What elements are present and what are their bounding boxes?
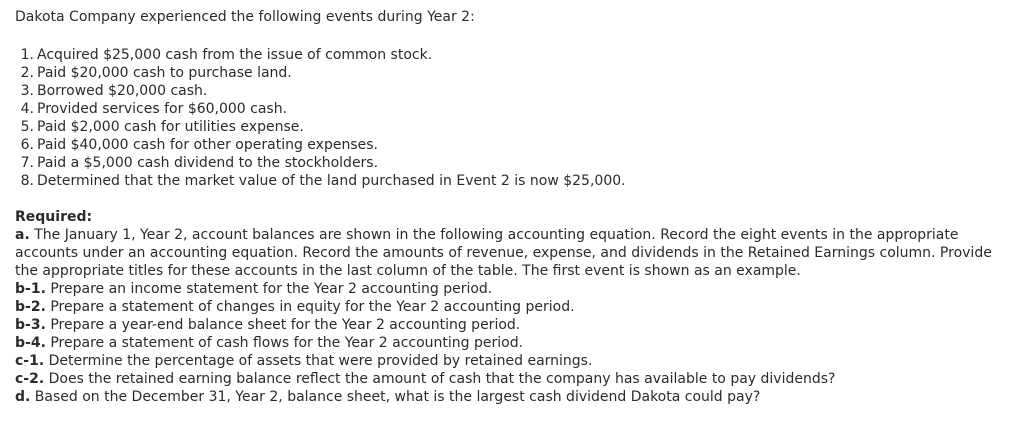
event-item (15, 46, 1005, 64)
event-text: Determined that the market value of the land purchased in Event 2 is now $25,000. (37, 173, 626, 189)
requirements-list (15, 226, 1005, 406)
event-text: Borrowed $20,000 cash. (37, 83, 208, 99)
event-item (15, 118, 1005, 136)
requirement-item (15, 370, 1005, 388)
event-number: 7. (20, 155, 34, 171)
requirement-label: a. (15, 227, 30, 243)
requirement-text: Does the retained earning balance reflect the amount of cash that the company has available to pay dividends? (44, 371, 836, 387)
event-text: Acquired $25,000 cash from the issue of common stock. (37, 47, 433, 63)
event-text: Provided services for $60,000 cash. (37, 101, 288, 117)
requirement-label: c-2. (15, 371, 45, 387)
requirement-label: b-3. (15, 317, 46, 333)
event-item (15, 172, 1005, 190)
requirement-item (15, 226, 1005, 280)
requirement-text: Prepare an income statement for the Year 2 accounting period. (45, 281, 493, 297)
event-text: Paid $40,000 cash for other operating expenses. (37, 137, 378, 153)
event-number: 4. (20, 101, 34, 117)
event-item (15, 154, 1005, 172)
event-item (15, 100, 1005, 118)
requirement-label: c-1. (15, 353, 45, 369)
required-heading: Required: (15, 209, 93, 225)
event-text: Paid $20,000 cash to purchase land. (37, 65, 292, 81)
event-number: 2. (20, 65, 34, 81)
requirement-text: Prepare a year-end balance sheet for the Year 2 accounting period. (45, 317, 521, 333)
event-text: Paid $2,000 cash for utilities expense. (37, 119, 304, 135)
intro-text: Dakota Company experienced the following events during Year 2: (15, 9, 475, 25)
event-text: Paid a $5,000 cash dividend to the stockholders. (37, 155, 379, 171)
problem-document (15, 8, 1005, 406)
event-number: 1. (20, 47, 34, 63)
requirement-text: Determine the percentage of assets that were provided by retained earnings. (44, 353, 593, 369)
event-number: 8. (20, 173, 34, 189)
requirement-label: b-4. (15, 335, 46, 351)
requirement-item (15, 298, 1005, 316)
requirement-label: d. (15, 389, 31, 405)
event-item (15, 136, 1005, 154)
requirement-item (15, 280, 1005, 298)
requirement-text: Prepare a statement of cash flows for the Year 2 accounting period. (45, 335, 524, 351)
events-list (15, 46, 1005, 190)
requirement-text: Prepare a statement of changes in equity for the Year 2 accounting period. (45, 299, 575, 315)
requirement-item (15, 352, 1005, 370)
event-item (15, 82, 1005, 100)
requirement-text: The January 1, Year 2, account balances are shown in the following accounting equation. Record the eight events in the appropriate accounts under an accounting equation. Record the amounts of revenue, expense, and dividends in the Retained Earnings column. Provide the appropriate titles for these accounts in the last column of the table. The first event is shown as an example. (15, 227, 992, 279)
event-number: 3. (20, 83, 34, 99)
event-item (15, 64, 1005, 82)
requirement-item (15, 388, 1005, 406)
requirement-text: Based on the December 31, Year 2, balance sheet, what is the largest cash dividend Dakota could pay? (30, 389, 761, 405)
requirement-item (15, 316, 1005, 334)
requirement-item (15, 334, 1005, 352)
event-number: 5. (20, 119, 34, 135)
requirement-label: b-1. (15, 281, 46, 297)
requirement-label: b-2. (15, 299, 46, 315)
event-number: 6. (20, 137, 34, 153)
